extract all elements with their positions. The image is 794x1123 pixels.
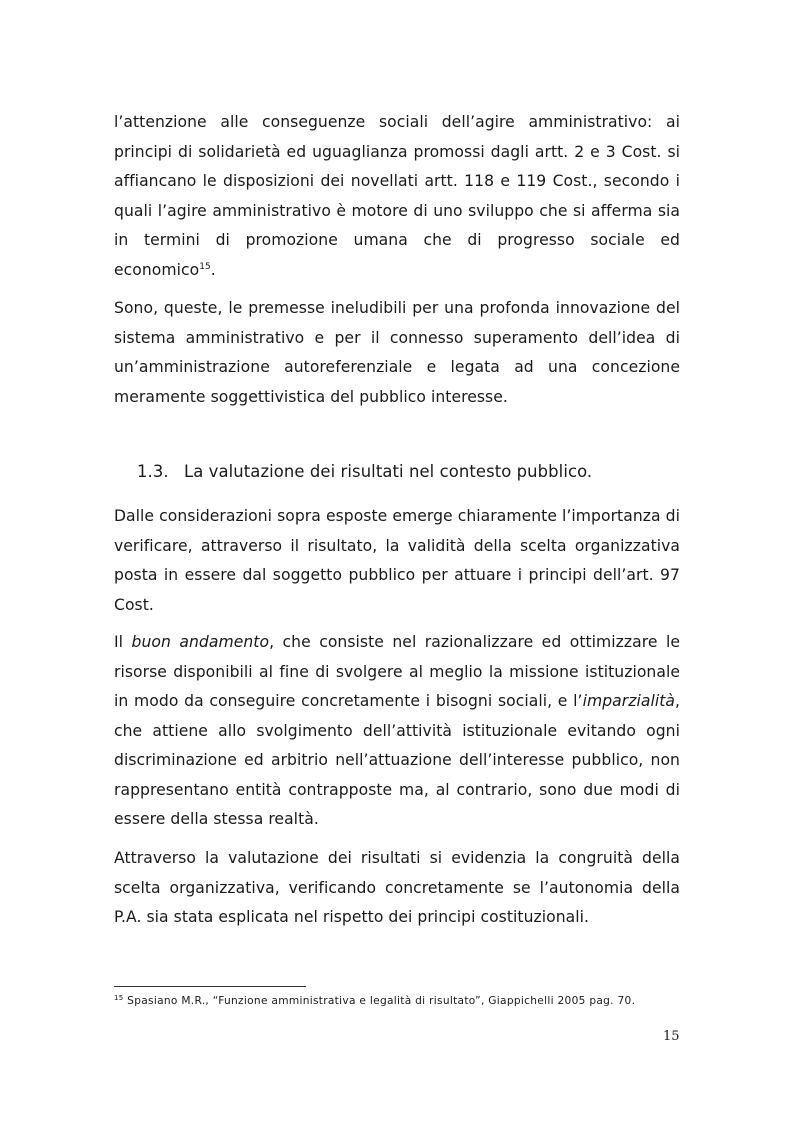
paragraph-1 [114,108,680,285]
paragraph-5: Attraverso la valutazione dei risultati si evidenzia la congruità della scelta organizzativa, verificando concretamente se l’autonomia della P.A. sia stata esplicata nel rispetto dei principi costituzionali. [114,849,680,926]
paragraph-4-part1: Il [114,633,132,651]
footnote-text: Spasiano M.R., “Funzione amministrativa e legalità di risultato”, Giappichelli 2005 pag. 70. [123,995,636,1007]
paragraph-3: Dalle considerazioni sopra esposte emerge chiaramente l’importanza di verificare, attraverso il risultato, la validità della scelta organizzativa posta in essere dal soggetto pubblico per attuare i principi dell’art. 97 Cost. [114,507,680,614]
footnote [114,993,635,1009]
page-number: 15 [663,1029,680,1044]
paragraph-2: Sono, queste, le premesse ineludibili per una profonda innovazione del sistema amministrativo e per il connesso superamento dell’idea di un’amministrazione autoreferenziale e legata ad una concezione meramente soggettivistica del pubblico interesse. [114,299,680,406]
footnote-reference[interactable]: 15 [199,261,211,272]
paragraph-4 [114,628,680,835]
paragraph-4-part3: , che attiene allo svolgimento dell’attività istituzionale evitando ogni discriminazione ed arbitrio nell’attuazione dell’interesse pubblico, non rappresentano entità contrapposte ma, al contrario, sono due modi di essere della stessa realtà. [114,692,680,828]
paragraph-4-part2: , che consiste nel razionalizzare ed ottimizzare le risorse disponibili al fine di svolgere al meglio la missione istituzionale in modo da conseguire concretamente i bisogni sociali, e l’ [114,633,681,710]
paragraph-4-emphasis-2: imparzialità [582,692,675,710]
footnote-separator [114,986,306,987]
section-number: 1.3. [137,462,169,481]
paragraph-4-emphasis-1: buon andamento [131,633,270,651]
paragraph-1-tail: . [210,260,216,279]
section-heading [137,462,592,481]
paragraph-1-text: l’attenzione alle conseguenze sociali dell’agire amministrativo: ai principi di solidarietà ed uguaglianza promossi dagli artt. 2 e 3 Cost. si affiancano le disposizioni dei novellati artt. 118 e 119 Cost., secondo i quali l’agire amministrativo è motore di uno sviluppo che si afferma sia in termini di promozione umana che di progresso sociale ed economico [114,113,680,279]
section-title: La valutazione dei risultati nel contesto pubblico. [184,462,593,481]
footnote-number: 15 [114,994,124,1002]
